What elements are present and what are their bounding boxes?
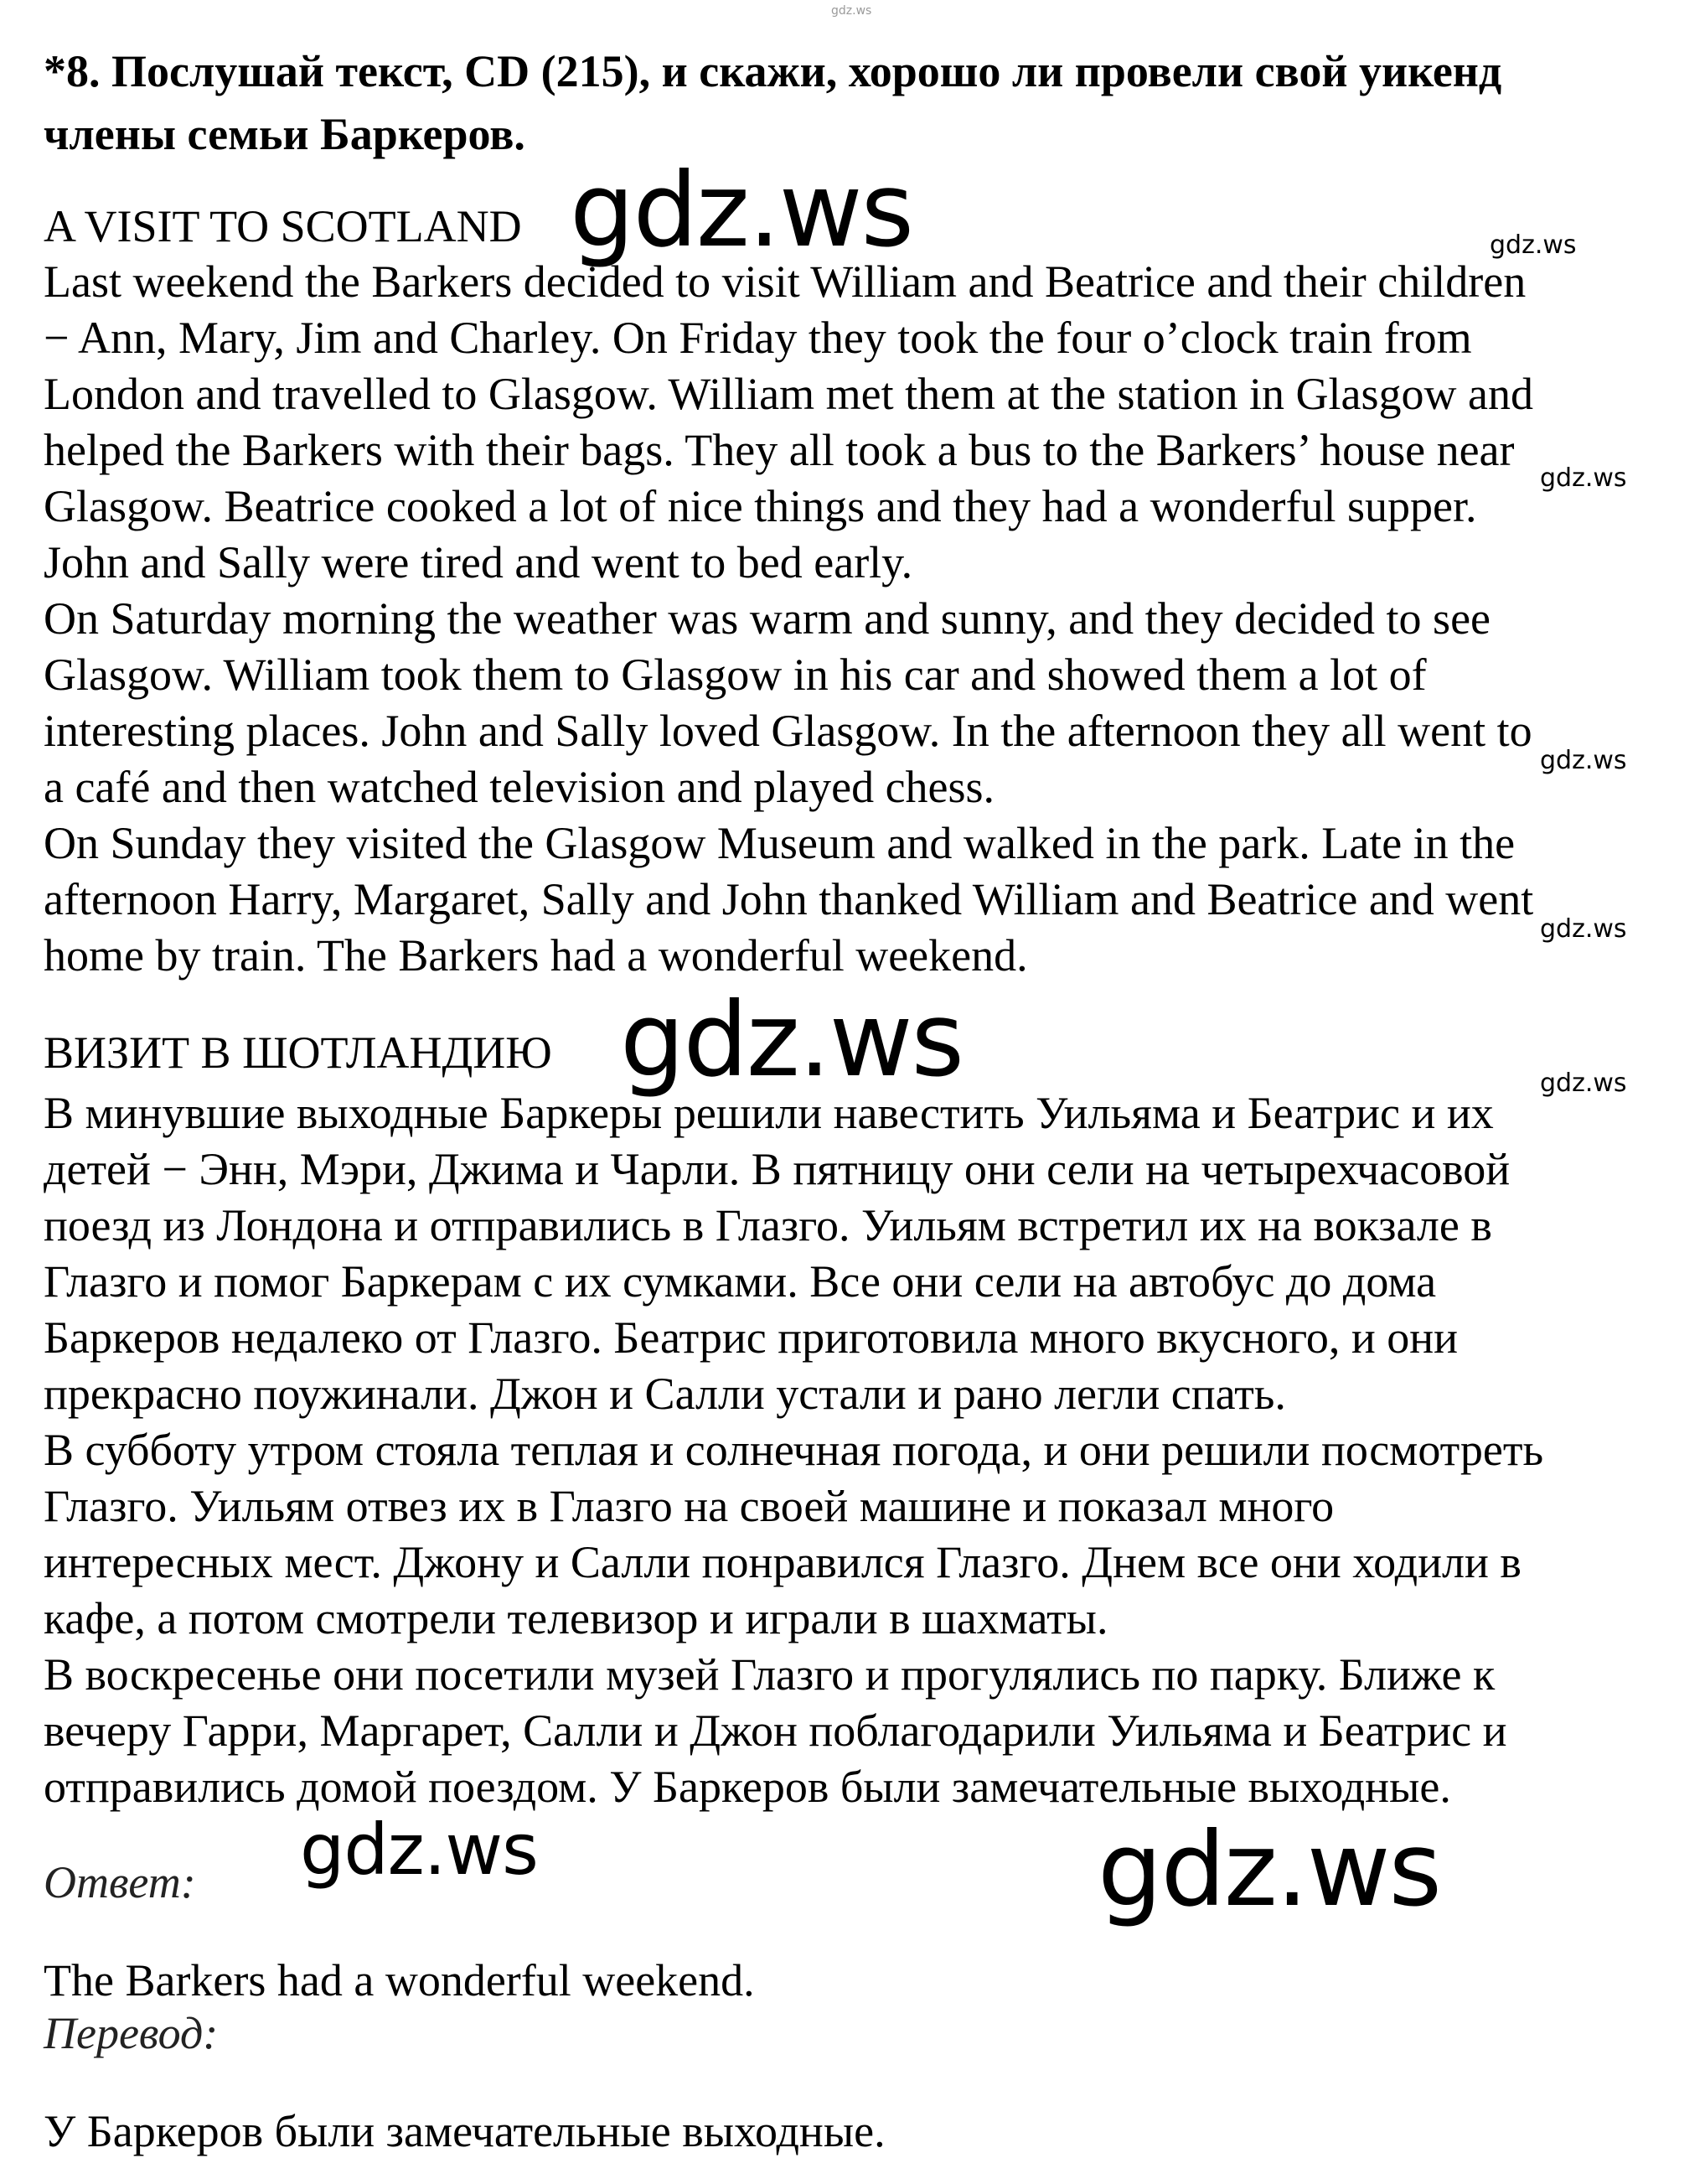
english-line: a café and then watched television and played chess. — [44, 762, 995, 812]
english-line: home by train. The Barkers had a wonderful weekend. — [44, 930, 1028, 981]
english-heading: A VISIT TO SCOTLAND — [44, 201, 522, 251]
english-line: Glasgow. Beatrice cooked a lot of nice things and they had a wonderful supper. — [44, 481, 1477, 531]
english-line: On Sunday they visited the Glasgow Museum and walked in the park. Late in the — [44, 818, 1516, 868]
english-line: Glasgow. William took them to Glasgow in his car and showed them a lot of — [44, 650, 1427, 700]
russian-line: В минувшие выходные Баркеры решили навестить Уильяма и Беатрис и их — [44, 1088, 1494, 1138]
russian-line: поезд из Лондона и отправились в Глазго. Уильям встретил их на вокзале в — [44, 1200, 1492, 1250]
english-line: On Saturday morning the weather was warm and sunny, and they decided to see — [44, 593, 1491, 644]
russian-line: интересных мест. Джону и Салли понравился Глазго. Днем все они ходили в — [44, 1537, 1522, 1587]
english-line: London and travelled to Glasgow. William met them at the station in Glasgow and — [44, 369, 1533, 419]
watermark-large-1: gdz.ws — [570, 151, 913, 270]
watermark-small-5: gdz.ws — [1540, 1069, 1627, 1098]
translation-label: Перевод: — [44, 2008, 219, 2058]
watermark-top-tiny: gdz.ws — [831, 4, 872, 18]
watermark-large-4: gdz.ws — [1098, 1810, 1441, 1929]
russian-line: В субботу утром стояла теплая и солнечная погода, и они решили посмотреть — [44, 1425, 1544, 1475]
watermark-large-3: gdz.ws — [300, 1809, 538, 1891]
task-title-line-2: члены семьи Баркеров. — [44, 109, 525, 159]
watermark-small-1: gdz.ws — [1490, 230, 1577, 260]
russian-line: кафе, а потом смотрели телевизор и играли в шахматы. — [44, 1593, 1108, 1643]
russian-heading: ВИЗИТ В ШОТЛАНДИЮ — [44, 1027, 552, 1078]
english-text — [44, 254, 1686, 984]
russian-text — [44, 1085, 1686, 1815]
watermark-small-4: gdz.ws — [1540, 914, 1627, 944]
russian-line: вечеру Гарри, Маргарет, Салли и Джон поблагодарили Уильяма и Беатрис и — [44, 1705, 1507, 1756]
english-line: afternoon Harry, Margaret, Sally and John thanked William and Beatrice and went — [44, 874, 1534, 924]
russian-line: Глазго. Уильям отвез их в Глазго на своей машине и показал много — [44, 1481, 1335, 1531]
russian-line: прекрасно поужинали. Джон и Салли устали и рано легли спать. — [44, 1369, 1286, 1419]
task-title — [44, 40, 1686, 166]
english-line: interesting places. John and Sally loved Glasgow. In the afternoon they all went to — [44, 706, 1532, 756]
english-line: − Ann, Mary, Jim and Charley. On Friday they took the four o’clock train from — [44, 313, 1472, 363]
task-title-line-1: *8. Послушай текст, CD (215), и скажи, хорошо ли провели свой уикенд — [44, 46, 1502, 96]
watermark-small-3: gdz.ws — [1540, 746, 1627, 775]
russian-line: В воскресенье они посетили музей Глазго и прогулялись по парку. Ближе к — [44, 1649, 1496, 1700]
russian-line: отправились домой поездом. У Баркеров были замечательные выходные. — [44, 1762, 1451, 1812]
translation-text: У Баркеров были замечательные выходные. — [44, 2106, 886, 2156]
russian-line: Глазго и помог Баркерам с их сумками. Все они сели на автобус до дома — [44, 1256, 1437, 1307]
english-line: helped the Barkers with their bags. They all took a bus to the Barkers’ house near — [44, 425, 1515, 475]
watermark-large-2: gdz.ws — [620, 981, 964, 1100]
answer-text: The Barkers had a wonderful weekend. — [44, 1955, 755, 2005]
russian-line: детей − Энн, Мэри, Джима и Чарли. В пятницу они сели на четырехчасовой — [44, 1144, 1511, 1194]
answer-label: Ответ: — [44, 1857, 196, 1907]
english-line: Last weekend the Barkers decided to visit William and Beatrice and their children — [44, 256, 1527, 307]
watermark-small-2: gdz.ws — [1540, 463, 1627, 493]
russian-line: Баркеров недалеко от Глазго. Беатрис приготовила много вкусного, и они — [44, 1312, 1459, 1363]
english-line: John and Sally were tired and went to bed early. — [44, 537, 913, 587]
